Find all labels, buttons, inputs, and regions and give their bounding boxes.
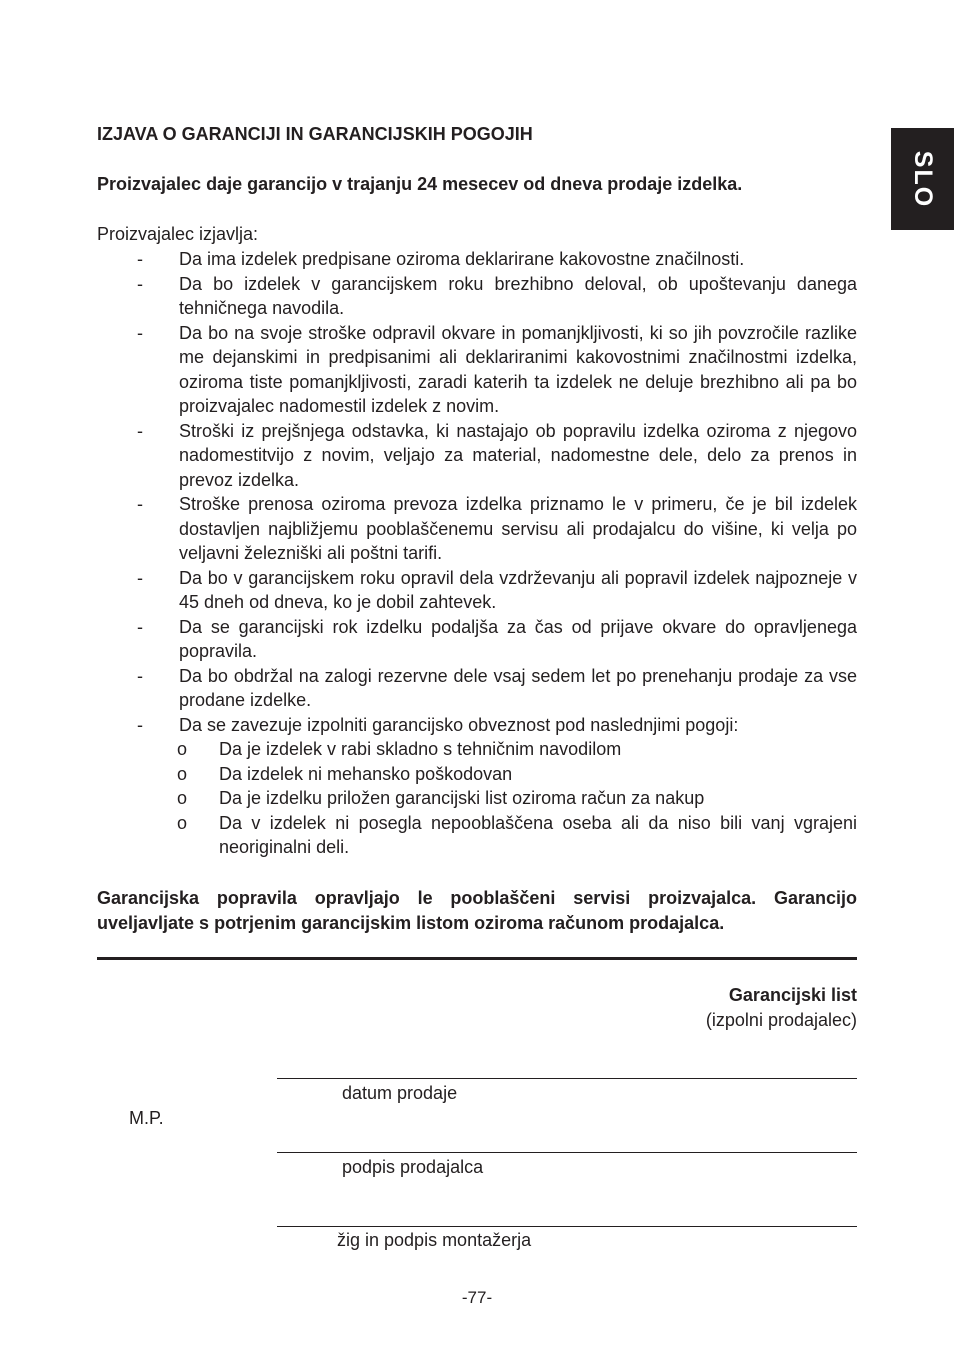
list-item-text: Da se garancijski rok izdelku podaljša za čas od prijave okvare do opravljenega popravila. xyxy=(179,616,857,661)
conditions-list xyxy=(137,737,857,860)
condition-item-text: Da izdelek ni mehansko poškodovan xyxy=(219,763,513,784)
intro-text: Proizvajalec izjavlja: xyxy=(97,224,259,244)
language-tab xyxy=(891,128,954,230)
list-item xyxy=(97,321,857,419)
list-marker: - xyxy=(137,420,143,441)
condition-item xyxy=(137,762,857,787)
list-item-text: Da se zavezuje izpolniti garancijsko obveznost pod naslednjimi pogoji: xyxy=(179,714,739,735)
list-marker: - xyxy=(137,714,143,735)
list-item xyxy=(97,615,857,664)
language-tab-label: SLO xyxy=(909,150,937,208)
condition-marker: o xyxy=(177,739,188,759)
guarantee-statement: Proizvajalec daje garancijo v trajanju 24 mesecev od dneva prodaje izdelka. xyxy=(97,174,743,194)
list-item xyxy=(97,247,857,272)
list-item xyxy=(97,664,857,713)
condition-item-text: Da v izdelek ni posegla nepooblaščena oseba ali da niso bili vanj vgrajeni neoriginalni deli. xyxy=(219,812,857,857)
list-item-text: Stroški iz prejšnjega odstavka, ki nastajajo ob popravilu izdelka oziroma z njegovo nadomestitvijo z novim, veljajo za material, nadomestne dele, delo za prenos in prevoz izdelka. xyxy=(179,420,857,490)
seller-signature-label: podpis prodajalca xyxy=(342,1157,484,1177)
list-marker: - xyxy=(137,665,143,686)
list-item-text: Da ima izdelek predpisane oziroma deklarirane kakovostne značilnosti. xyxy=(179,249,745,269)
stamp-label: M.P. xyxy=(129,1108,164,1128)
installer-signature-label: žig in podpis montažerja xyxy=(337,1230,532,1250)
warranty-card-subtitle: (izpolni prodajalec) xyxy=(705,1010,857,1030)
page-number: -77- xyxy=(461,1288,493,1307)
list-marker: - xyxy=(137,494,143,514)
list-item-text: Stroške prenosa oziroma prevoza izdelka priznamo le v primeru, če je bil izdelek dostavljen najbližjemu pooblaščenemu servisu ali prodajalcu do višine, ki velja po veljavni železniški ali poštni tarifi. xyxy=(179,494,857,563)
condition-item-text: Da je izdelku priložen garancijski list oziroma račun za nakup xyxy=(219,788,705,808)
list-marker: - xyxy=(137,616,143,637)
list-item xyxy=(97,272,857,321)
condition-item-text: Da je izdelek v rabi skladno s tehničnim navodilom xyxy=(219,739,622,759)
list-item xyxy=(97,566,857,615)
installer-signature-line xyxy=(277,1226,857,1227)
condition-marker: o xyxy=(177,788,188,808)
list-marker: - xyxy=(137,322,143,343)
list-item-text: Da bo v garancijskem roku opravil dela vzdrževanju ali popravil izdelek najpozneje v 45 dneh od dneva, ko je dobil zahtevek. xyxy=(179,567,857,612)
page-title: IZJAVA O GARANCIJI IN GARANCIJSKIH POGOJIH xyxy=(97,124,533,144)
list-marker: - xyxy=(137,567,143,588)
section-divider xyxy=(97,957,857,960)
list-item xyxy=(97,492,857,566)
list-item-text: Da bo izdelek v garancijskem roku brezhibno deloval, ob upoštevanju danega tehničnega navodila. xyxy=(179,273,857,318)
list-marker: - xyxy=(137,273,143,294)
list-item-text: Da bo obdržal na zalogi rezervne dele vsaj sedem let po prenehanju prodaje za vse prodane izdelke. xyxy=(179,665,857,710)
sale-date-label: datum prodaje xyxy=(342,1083,458,1103)
closing-statement: Garancijska popravila opravljajo le pooblaščeni servisi proizvajalca. Garancijo uveljavljate s potrjenim garancijskim listom oziroma računom prodajalca. xyxy=(97,888,857,933)
condition-marker: o xyxy=(177,812,188,833)
sale-date-line xyxy=(277,1078,857,1079)
condition-marker: o xyxy=(177,763,188,784)
condition-item xyxy=(137,737,857,762)
declaration-list xyxy=(97,247,857,860)
warranty-card-title: Garancijski list xyxy=(728,985,857,1005)
conditions-list-wrapper xyxy=(97,737,857,860)
condition-item xyxy=(137,811,857,860)
list-item-text: Da bo na svoje stroške odpravil okvare in pomanjkljivosti, ki so jih povzročile razlike me dejanskimi in predpisanimi ali deklariranimi kakovostnimi značilnostmi izdelka, oziroma tiste pomanjkljivosti, zaradi katerih ta izdelek ne deluje brezhibno ali pa bo proizvajalec nadomestil izdelek z novim. xyxy=(179,322,857,416)
seller-signature-line xyxy=(277,1152,857,1153)
list-item xyxy=(97,419,857,493)
condition-item xyxy=(137,786,857,811)
list-item xyxy=(97,713,857,738)
list-marker: - xyxy=(137,249,143,269)
